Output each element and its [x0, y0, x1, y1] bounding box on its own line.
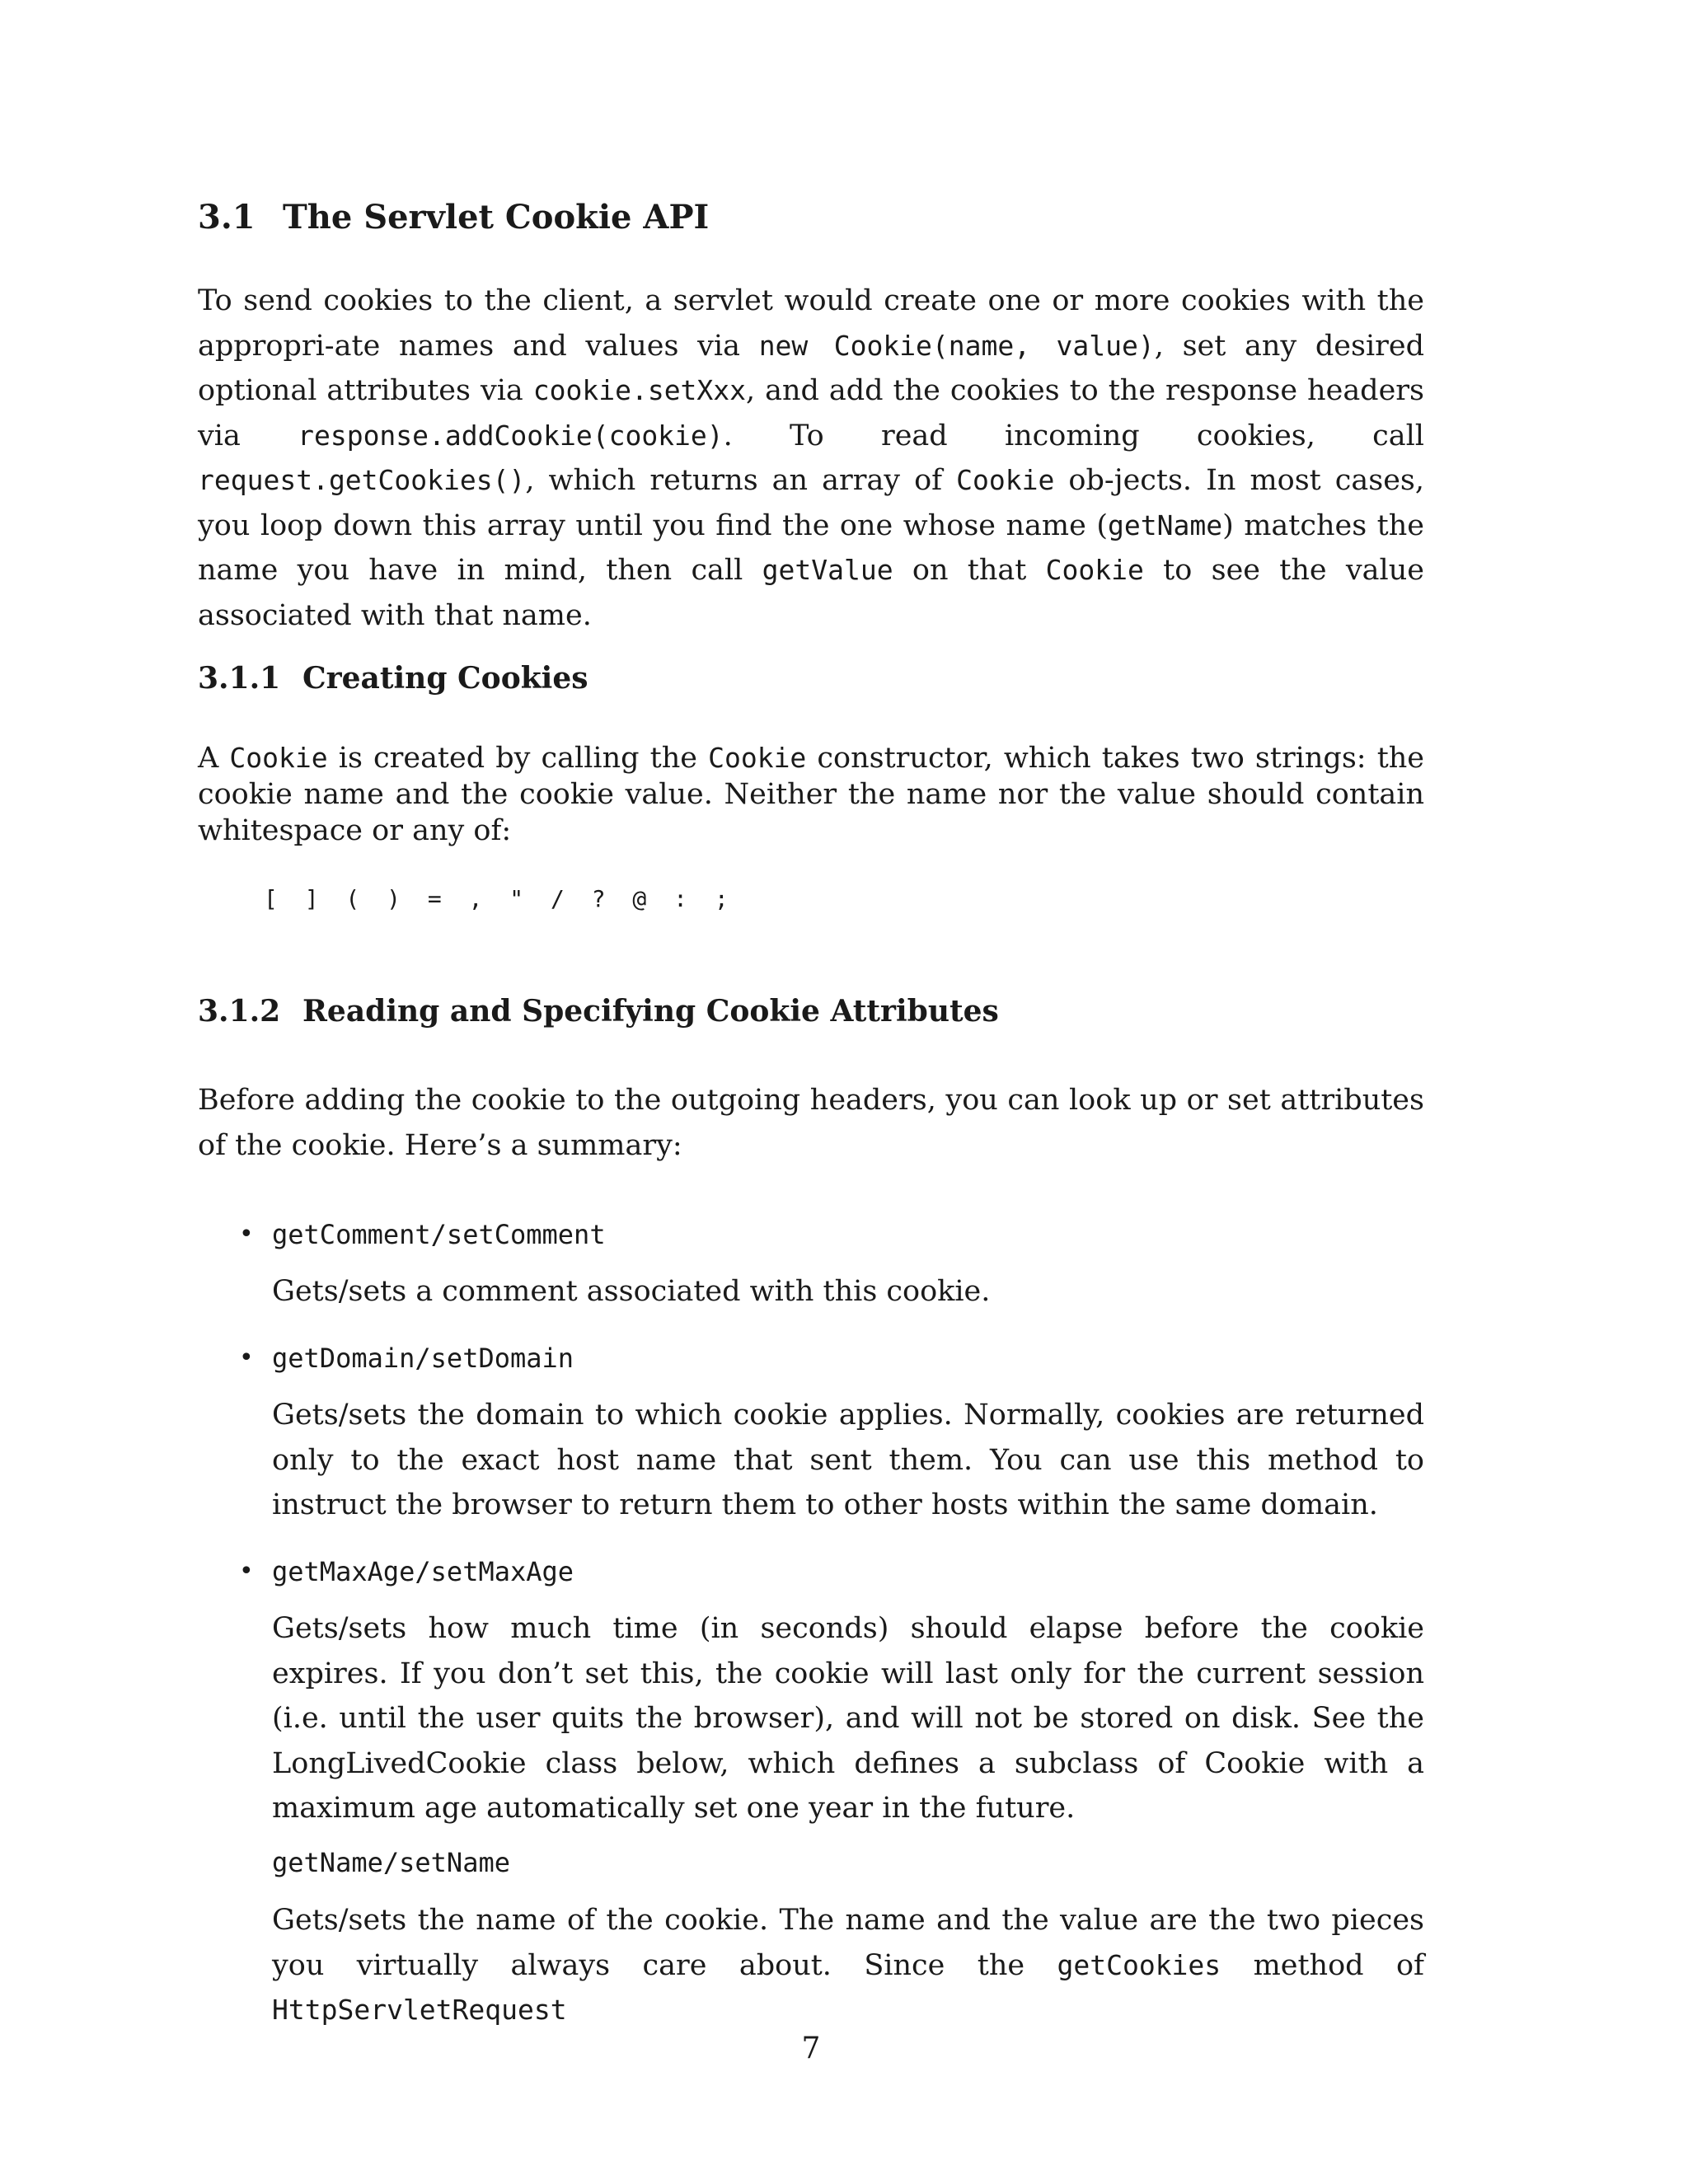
- method-name: getComment/setComment: [272, 1219, 606, 1250]
- text-run: , which returns an array of: [525, 464, 957, 497]
- creating-paragraph: [198, 740, 1424, 849]
- page-number: 7: [801, 2032, 821, 2065]
- method-name: getDomain/setDomain: [272, 1343, 574, 1374]
- subsection-number: 3.1.2: [198, 994, 281, 1029]
- bullet: •: [239, 1557, 254, 1586]
- text-run: ) matches the name you have in mind, then call: [198, 509, 1424, 587]
- method-description: Gets/sets the domain to which cookie applies. Normally, cookies are returned only to the exact host name that sent them. You can use this method to instruct the browser to return them to other hosts within the same domain.: [272, 1399, 1424, 1521]
- subsection-number: 3.1.1: [198, 661, 281, 696]
- text-run: , set any desired optional attributes via: [198, 329, 1425, 407]
- inline-code: HttpServletRequest: [272, 1994, 567, 2026]
- text-run: A: [198, 742, 230, 775]
- text-run: ob-jects. In most cases, you loop down this array until you find the one whose name (: [198, 464, 1424, 542]
- inline-code: cookie.setXxx: [532, 374, 747, 406]
- inline-code: request.getCookies(): [198, 464, 526, 496]
- text-run: is created by calling the: [327, 742, 709, 775]
- inline-code: response.addCookie(cookie): [298, 419, 724, 452]
- inline-code: new Cookie(name, value): [758, 329, 1155, 362]
- text-run: on that: [893, 554, 1046, 587]
- inline-code: getCookies: [1057, 1948, 1221, 1981]
- method-name: getMaxAge/setMaxAge: [272, 1556, 574, 1587]
- inline-code: Cookie: [229, 742, 328, 774]
- bullet: •: [239, 1343, 254, 1372]
- text-run: Gets/sets the name of the cookie. The name and the value are the two pieces you virtually always care about. Since the: [272, 1904, 1424, 1982]
- text-run: . To read incoming cookies, call: [723, 419, 1424, 452]
- text-run: to see the value associated with that name.: [198, 554, 1425, 632]
- text-run: constructor, which takes two strings: the cookie name and the cookie value. Neither the name nor the value should contain whitespace or any of:: [198, 742, 1425, 847]
- section-title: The Servlet Cookie API: [283, 198, 710, 237]
- inline-code: Cookie: [956, 464, 1055, 496]
- intro-paragraph: [198, 279, 1424, 638]
- section-heading: [198, 198, 709, 237]
- subsection-title: Creating Cookies: [302, 661, 588, 696]
- text-run: method of: [1221, 1948, 1424, 1982]
- method-description: Gets/sets how much time (in seconds) should elapse before the cookie expires. If you don’t set this, the cookie will last only for the current session (i.e. until the user quits the browser), and will not be stored on disk. See the LongLivedCookie class below, which defines a subclass of Cookie with a maximum age automatically set one year in the future.: [272, 1612, 1424, 1825]
- subsection-title: Reading and Specifying Cookie Attributes: [302, 994, 999, 1029]
- subsection-heading-creating: [198, 661, 588, 696]
- text-run: To send cookies to the client, a servlet would create one or more cookies with the appropri-ate names and values via: [198, 284, 1424, 363]
- inline-code: Cookie: [708, 742, 807, 774]
- attributes-intro: Before adding the cookie to the outgoing headers, you can look up or set attributes of the cookie. Here’s a summary:: [198, 1084, 1424, 1162]
- method-description: Gets/sets a comment associated with this cookie.: [272, 1275, 991, 1308]
- inline-code: Cookie: [1045, 554, 1144, 586]
- section-number: 3.1: [198, 198, 256, 237]
- method-name: getName/setName: [272, 1847, 510, 1878]
- inline-code: getValue: [762, 554, 893, 586]
- bullet: •: [239, 1220, 254, 1249]
- method-description: [272, 1898, 1424, 2033]
- subsection-heading-attributes: [198, 994, 999, 1029]
- inline-code: getName: [1107, 509, 1223, 541]
- text-run: , and add the cookies to the response headers via: [198, 374, 1424, 452]
- special-characters: [ ] ( ) = , " / ? @ : ;: [264, 885, 735, 912]
